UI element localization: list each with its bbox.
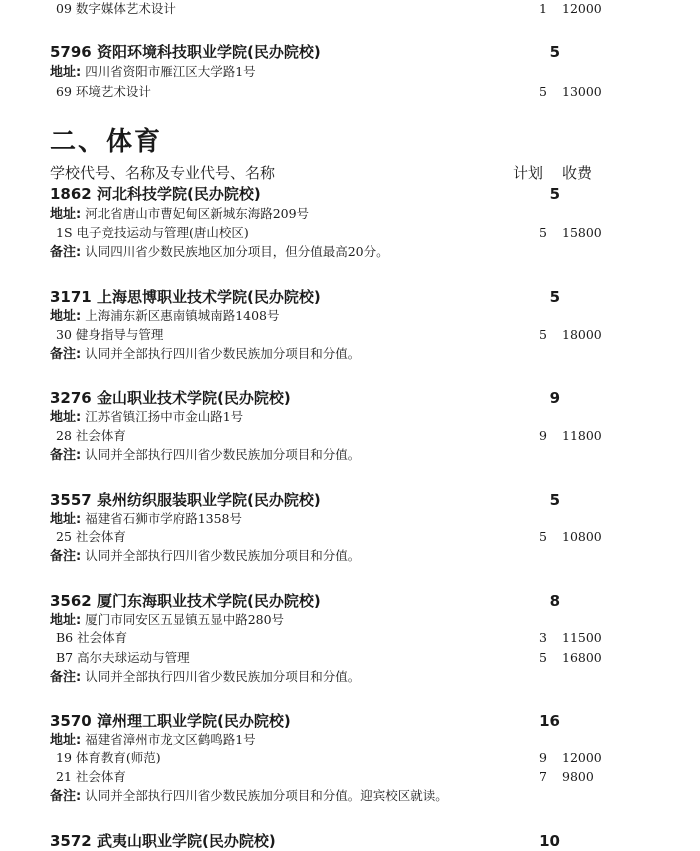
- note-label: 备注:: [50, 670, 82, 685]
- major-plan: 3: [539, 630, 547, 645]
- school-address: [50, 614, 284, 627]
- school-note: [50, 348, 360, 361]
- school-plan: 8: [549, 592, 560, 610]
- note-label: 备注:: [50, 245, 82, 260]
- major-plan: 5: [539, 225, 547, 240]
- address-label: 地址:: [50, 65, 82, 80]
- address-text: 江苏省镇江扬中市金山路1号: [85, 409, 244, 424]
- major-name: 21 社会体育: [56, 769, 126, 784]
- address-text: 厦门市同安区五显镇五显中路280号: [85, 612, 285, 627]
- major-plan: 9: [539, 750, 547, 765]
- school-name: 3276 金山职业技术学院(民办院校): [50, 389, 291, 407]
- school-note: [50, 246, 389, 259]
- major-plan: 7: [539, 769, 547, 784]
- school-note: [50, 550, 360, 563]
- address-text: 福建省漳州市龙文区鹤鸣路1号: [85, 732, 256, 747]
- school-plan: 5: [549, 288, 560, 306]
- note-label: 备注:: [50, 549, 82, 564]
- school-plan: 5: [549, 43, 560, 61]
- major-fee: 11500: [562, 630, 602, 645]
- major-fee: 18000: [562, 327, 602, 342]
- address-label: 地址:: [50, 512, 82, 527]
- address-text: 四川省资阳市雁江区大学路1号: [85, 64, 256, 79]
- major-name: 30 健身指导与管理: [56, 327, 164, 342]
- major-name: 25 社会体育: [56, 529, 126, 544]
- major-name: 09 数字媒体艺术设计: [56, 1, 176, 16]
- school-plan: 5: [549, 185, 560, 203]
- school-name: 1862 河北科技学院(民办院校): [50, 185, 261, 203]
- school-note: [50, 790, 448, 803]
- note-label: 备注:: [50, 789, 82, 804]
- school-address: [50, 310, 280, 323]
- school-plan: 5: [549, 491, 560, 509]
- note-text: 认同并全部执行四川省少数民族加分项目和分值。: [85, 669, 361, 684]
- note-label: 备注:: [50, 448, 82, 463]
- school-name: 3557 泉州纺织服装职业学院(民办院校): [50, 491, 321, 509]
- address-label: 地址:: [50, 207, 82, 222]
- major-name: B6 社会体育: [56, 630, 128, 645]
- major-name: 69 环境艺术设计: [56, 84, 151, 99]
- column-header-name: 学校代号、名称及专业代号、名称: [50, 164, 276, 182]
- school-note: [50, 449, 360, 462]
- school-name: 5796 资阳环境科技职业学院(民办院校): [50, 43, 321, 61]
- school-address: [50, 513, 242, 526]
- major-fee: 13000: [562, 84, 602, 99]
- address-label: 地址:: [50, 410, 82, 425]
- major-plan: 5: [539, 84, 547, 99]
- major-fee: 11800: [562, 428, 602, 443]
- school-plan: 9: [549, 389, 560, 407]
- school-note: [50, 671, 360, 684]
- major-plan: 5: [539, 327, 547, 342]
- section-title: 二、体育: [50, 127, 163, 157]
- major-name: B7 高尔夫球运动与管理: [56, 650, 190, 665]
- address-label: 地址:: [50, 613, 82, 628]
- address-text: 上海浦东新区惠南镇城南路1408号: [85, 308, 280, 323]
- school-name: 3171 上海思博职业技术学院(民办院校): [50, 288, 321, 306]
- school-address: [50, 411, 243, 424]
- school-address: [50, 734, 256, 747]
- address-text: 河北省唐山市曹妃甸区新城东海路209号: [85, 206, 310, 221]
- major-fee: 12000: [562, 750, 602, 765]
- major-plan: 5: [539, 650, 547, 665]
- major-plan: 9: [539, 428, 547, 443]
- school-name: 3570 漳州理工职业学院(民办院校): [50, 712, 291, 730]
- note-label: 备注:: [50, 347, 82, 362]
- major-plan: 5: [539, 529, 547, 544]
- note-text: 认同并全部执行四川省少数民族加分项目和分值。迎宾校区就读。: [85, 788, 448, 803]
- major-name: 1S 电子竞技运动与管理(唐山校区): [56, 225, 249, 240]
- note-text: 认同四川省少数民族地区加分项目，但分值最高20分。: [85, 244, 389, 259]
- major-plan: 1: [539, 1, 547, 16]
- major-fee: 12000: [562, 1, 602, 16]
- school-name: 3572 武夷山职业学院(民办院校): [50, 832, 276, 850]
- address-label: 地址:: [50, 733, 82, 748]
- school-plan: 10: [539, 832, 560, 850]
- major-fee: 10800: [562, 529, 602, 544]
- major-fee: 9800: [562, 769, 594, 784]
- major-name: 28 社会体育: [56, 428, 126, 443]
- address-label: 地址:: [50, 309, 82, 324]
- column-header-fee: 收费: [562, 164, 593, 182]
- major-name: 19 体育教育(师范): [56, 750, 161, 765]
- school-address: [50, 66, 256, 79]
- major-fee: 16800: [562, 650, 602, 665]
- column-header-plan: 计划: [513, 164, 544, 182]
- major-fee: 15800: [562, 225, 602, 240]
- note-text: 认同并全部执行四川省少数民族加分项目和分值。: [85, 346, 361, 361]
- school-name: 3562 厦门东海职业技术学院(民办院校): [50, 592, 321, 610]
- address-text: 福建省石狮市学府路1358号: [85, 511, 242, 526]
- note-text: 认同并全部执行四川省少数民族加分项目和分值。: [85, 548, 361, 563]
- note-text: 认同并全部执行四川省少数民族加分项目和分值。: [85, 447, 361, 462]
- school-address: [50, 208, 309, 221]
- school-plan: 16: [539, 712, 560, 730]
